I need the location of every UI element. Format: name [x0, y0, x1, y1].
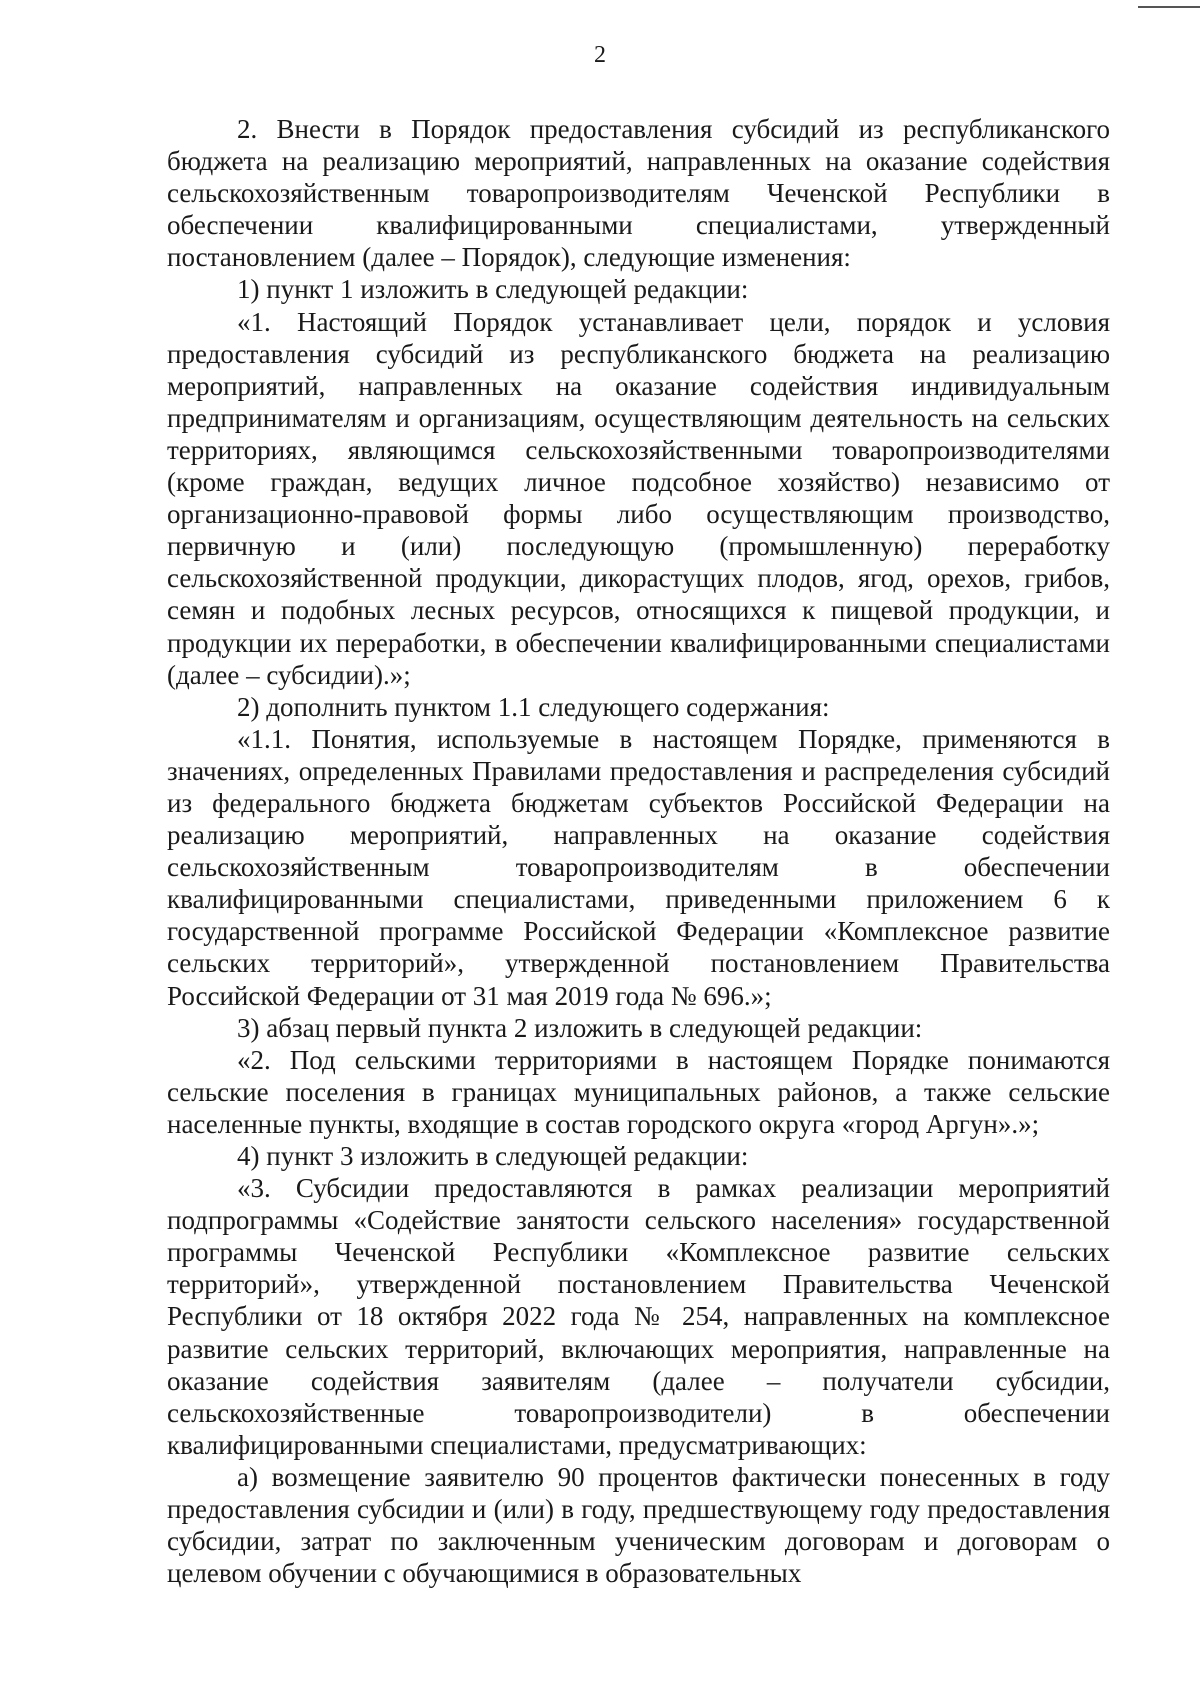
paragraph-subitem-3-header: 3) абзац первый пункта 2 изложить в следующей редакции:	[237, 1012, 923, 1043]
paragraph-subpoint-a-text: а) возмещение заявителю 90 процентов фактически понесенных в году предоставления субсидии и (или) в году, предшествующему году предоставления субсидии, затрат по заключенным ученическим договорам и договорам о целевом обучении с обучающимися в образовательных	[167, 1461, 1110, 1589]
paragraph-subitem-1-header: 1) пункт 1 изложить в следующей редакции:	[237, 274, 749, 305]
paragraph-subitem-4-header: 4) пункт 3 изложить в следующей редакции:	[237, 1141, 749, 1171]
document-body	[167, 113, 1110, 1589]
paragraph-item-2-intro: 2. Внести в Порядок предоставления субсидий из республиканского бюджета на реализацию мероприятий, направленных на оказание содействия сельскохозяйственным товаропроизводителям Чеченской Республики в обеспечении квалифицированными специалистами, утвержденный постановлением (далее – Порядок), следующие изменения:	[167, 114, 1110, 273]
paragraph-point-2-text: «2. Под сельскими территориями в настоящем Порядке понимаются сельские поселения в границах муниципальных районов, а также сельские населенные пункты, входящие в состав городского округа «город Аргун».»;	[167, 1044, 1110, 1139]
paragraph-subitem-2-header: 2) дополнить пунктом 1.1 следующего содержания:	[237, 691, 830, 722]
paragraph-point-1-text: «1. Настоящий Порядок устанавливает цели, порядок и условия предоставления субсидий из республиканского бюджета на реализацию мероприятий, направленных на оказание содействия индивидуальным предпринимателям и организациям, осуществляющим деятельность на сельских территориях, являющимся сельскохозяйственными товаропроизводителями (кроме граждан, ведущих личное подсобное хозяйство) независимо от организационно-правовой формы либо осуществляющим производство, первичную и (или) последующую (промышленную) переработку сельскохозяйственной продукции, дикорастущих плодов, ягод, орехов, грибов, семян и подобных лесных ресурсов, относящихся к пищевой продукции, и продукции их переработки, в обеспечении квалифицированными специалистами (далее – субсидии).»;	[167, 306, 1110, 690]
page-edge-mark	[1138, 6, 1200, 8]
paragraph-point-3-text: «3. Субсидии предоставляются в рамках реализации мероприятий подпрограммы «Содействие занятости сельского населения» государственной программы Чеченской Республики «Комплексное развитие сельских территорий», утвержденной постановлением Правительства Чеченской Республики от 18 октября 2022 года № 254, направленных на комплексное развитие сельских территорий, включающих мероприятия, направленные на оказание содействия заявителям (далее – получатели субсидии, сельскохозяйственные товаропроизводители) в обеспечении квалифицированными специалистами, предусматривающих:	[167, 1173, 1110, 1460]
paragraph-point-1-1-text: «1.1. Понятия, используемые в настоящем Порядке, применяются в значениях, определенных Правилами предоставления и распределения субсидий из федерального бюджета бюджетам субъектов Российской Федерации на реализацию мероприятий, направленных на оказание содействия сельскохозяйственным товаропроизводителям в обеспечении квалифицированными специалистами, приведенными приложением 6 к государственной программе Российской Федерации «Комплексное развитие сельских территорий», утвержденной постановлением Правительства Российской Федерации от 31 мая 2019 года № 696.»;	[167, 723, 1110, 1011]
page-number: 2	[594, 42, 606, 68]
